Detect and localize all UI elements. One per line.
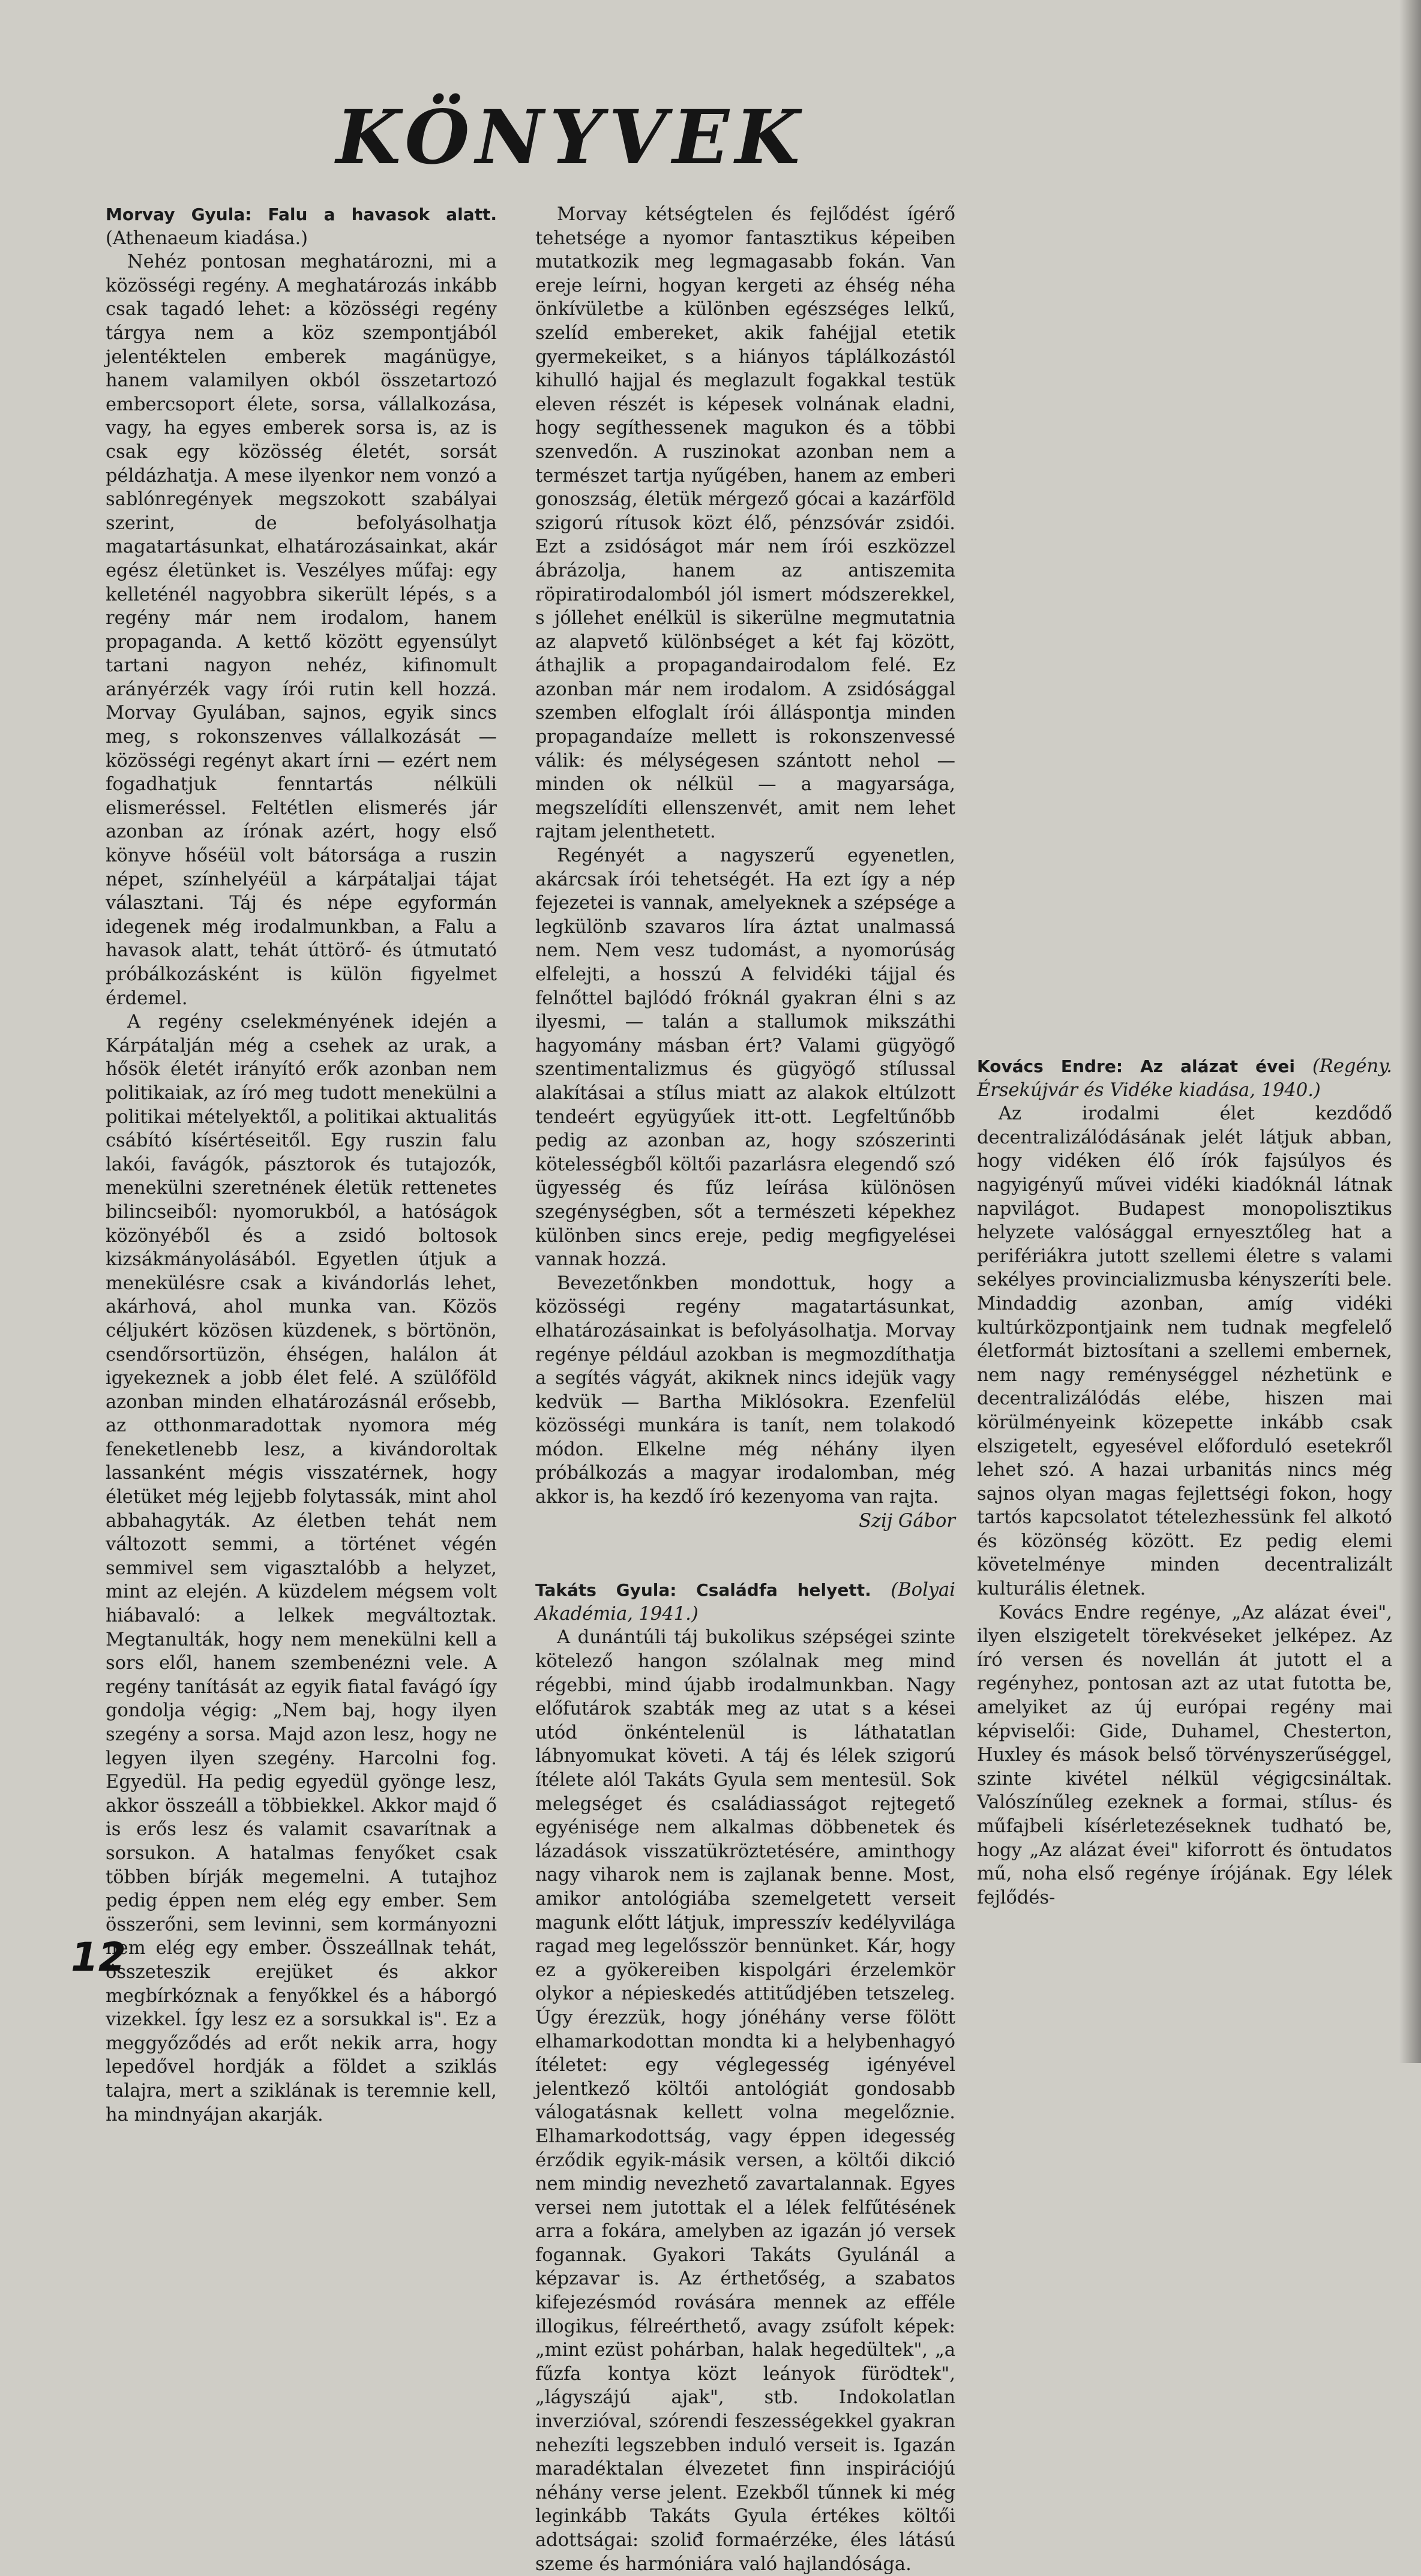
review-3-paragraph: Kovács Endre regénye, „Az alázat évei", ilyen elszigetelt törekvéseket jelképez. Az író versen és novellán át jutott el a regényhez, pontosan azt az utat futotta be, amelyiket az új európai regény mai képviselői: Gide, Duhamel, Chesterton, Huxley és mások belső törvényszerűséggel, szinte kivétel nélkül végigcsináltak. Valószínűleg ezeknek a formai, stílus- és műfajbeli kísérletezéseknek tudható be, hogy „Az alázat évei" kiforrott és öntudatos mű, noha első regénye írójának. Egy lélek fejlődés- xyxy=(977,1602,1392,1908)
review-1-paragraph: Morvay kétségtelen és fejlődést ígérő tehetsége a nyomor fantasztikus képeiben mutatkozik meg legmagasabb fokán. Van ereje leírni, hogyan kergeti az éhség néha önkívületbe a különben egészséges lelkű, szelíd embereket, akik fahéjjal etetik gyermekeiket, s a hiányos táplálkozástól kihulló hajjal és meglazult fogakkal testük eleven részét is képesek volnának eladni, hogy segíthessenek magukon és a többi szenvedőn. A ruszinokat azonban nem a természet tartja nyűgében, hanem az emberi gonoszság, életük mérgező gócai a kazárföld szigorú rítusok közt élő, pénzsóvár zsidói. Ezt a zsidóságot már nem írói eszközzel ábrázolja, hanem az antiszemita röpiratirodalomból jól ismert módszerekkel, s jóllehet enélkül is sikerülne megmutatnia az alapvető különbséget a két faj között, áthajlik a propagandairodalom felé. Ez azonban már nem irodalom. A zsidósággal szemben elfoglalt írói álláspontja minden propagandaíze mellett is rokonszenvessé válik: és mélységesen szántott nehol — minden ok nélkül — a magyarsága, megszelídíti ellenszenvét, amit nem lehet rajtam jelenthetett. xyxy=(535,204,955,843)
page-number: 12 xyxy=(71,1934,126,1980)
review-2-heading xyxy=(535,1578,955,1626)
review-1-heading xyxy=(106,203,497,250)
review-3-heading xyxy=(977,1055,1392,1102)
column-1 xyxy=(106,203,497,2127)
review-1-signature: Szij Gábor xyxy=(859,1510,955,1532)
review-3-paragraph: Az irodalmi élet kezdődő decentralizálódásának jelét látjuk abban, hogy vidéken élő írók fajsúlyos és nagyigényű művei vidéki kiadóknál látnak napvilágot. Budapest monopolisztikus helyzete valósággal ernyesztőleg hat a perifériákra jutott szellemi életre s valami sekélyes provincializmusba kényszeríti bele. Mindaddig azonban, amíg vidéki kultúrközpontjaink nem tudnak megfelelő életformát biztosítani a szellemi embernek, nem nagy reménységgel nézhetünk e decentralizálódás elébe, hiszen mai körülményeink közepette inkább csak elszigetelt, egyesével előforduló esetekről lehet szó. A hazai urbanitás nincs még sajnos olyan magas fejlettségi fokon, hogy tartós kapcsolatot tételezhessünk fel alkotó és közönség között. Ez pedig elemi követelménye minden decentralizált kulturális életnek. xyxy=(977,1103,1392,1600)
page-edge-shadow xyxy=(1399,0,1421,2063)
review-1-paragraph: Regényét a nagyszerű egyenetlen, akárcsak írói tehetségét. Ha ezt így a nép fejezetei is vannak, amelyeknek a szépsége a legkülönb szavaros líra áztat unalmassá nem. Nem vesz tudomást, a nyomorúság elfelejti, a hosszú A felvidéki tájjal és felnőttel bajlódó fróknál gyakran élni s az ilyesmi, — talán a stallumok mikszáthi hagyomány másban ért? Valami gügyögő szentimentalizmus és gügyögő stílussal alakításai a stílus miatt az alakok eltúlzott tendeért együgyűek itt-ott. Legfeltűnőbb pedig az azonban az, hogy szószerinti kötelességből költői pazarlásra elegendő szó ügyesség és fűz leírása különösen szegénységben, sőt a természeti képekhez különben sincs ereje, pedig megfigyelései vannak hozzá. xyxy=(535,845,955,1271)
review-3-publisher: (Regény. Érsekújvár és Vidéke kiadása, 1940.) xyxy=(977,1056,1392,1101)
review-2-publisher: (Bolyai Akadémia, 1941.) xyxy=(535,1580,955,1625)
column-3 xyxy=(977,119,1392,1910)
review-1-author-title: Morvay Gyula: Falu a havasok alatt. xyxy=(106,205,497,224)
review-2-paragraph: A dunántúli táj bukolikus szépségei szinte kötelező hangon szólalnak meg mind régebbi, mind újabb irodalmunkban. Nagy előfutárok szabták meg az utat s a kései utód önkéntelenül is láthatatlan lábnyomukat követi. A táj és lélek szigorú ítélete alól Takáts Gyula sem mentesül. Sok melegséget és családiasságot rejtegető egyénisége nem alkalmas döbbenetek és lázadások visszatükröztetésére, aminthogy nagy viharok nem is zajlanak benne. Most, amikor antológiába szemelgetett verseit magunk előtt látjuk, impresszív kedélyvilága ragad meg legelősször bennünket. Kár, hogy ez a gyökereiben kispolgári érzelemkör olykor a népieskedés attitűdjében tetszeleg. Úgy érezzük, hogy jónéhány verse fölött elhamarkodottan mondta ki a helybenhagyó ítéletet: egy véglegesség igényével jelentkező költői antológiát gondosabb válogatásnak kellett volna megelőznie. Elhamarkodottság, vagy éppen idegesség érződik egyik-másik versen, a költői dikció nem mindig nevezhető zavartalannak. Egyes versei nem jutottak el a lélek felfűtésének arra a fokára, amelyben az igazán jó versek fogannak. Gyakori Takáts Gyulánál a képzavar is. Az érthetőség, a szabatos kifejezésmód rovására mennek az efféle illogikus, félreérthető, avagy zsúfolt képek: „mint ezüst pohárban, halak hegedültek", „a fűzfa kontya közt leányok fürödtek", „lágyszájú ajak", stb. Indokolatlan inverzióval, szórendi feszességekkel gyakran nehezíti legszebben induló verseit is. Igazán maradéktalan élvezetet finn inspirációjú néhány verse jelent. Ezekből tűnnek ki még leginkább Takáts Gyula értékes költői adottságai: szoliđ formaérzéke, éles látású szeme és harmóniára való hajlandósága. xyxy=(535,1627,955,2575)
column-2 xyxy=(535,203,955,2575)
review-1-paragraph: Bevezetőnkben mondottuk, hogy a közösségi regény magatartásunkat, elhatározásainkat is befolyásolhatja. Morvay regénye például azokban is megmozdíthatja a segítés vágyát, akiknek nincs idejük vagy kedvük — Bartha Miklósokra. Ezenfelül közösségi munkára is tanít, nem tolakodó módon. Elkelne még néhány ilyen próbálkozás a magyar irodalomban, még akkor is, ha kezdő író kezenyoma van rajta. xyxy=(535,1272,955,1508)
review-1-publisher: (Athenaeum kiadása.) xyxy=(106,227,308,249)
review-3-author-title: Kovács Endre: Az alázat évei xyxy=(977,1056,1295,1076)
page-title: KÖNYVEK xyxy=(336,94,806,181)
review-1-paragraph: Nehéz pontosan meghatározni, mi a közösségi regény. A meghatározás inkább csak tagadó lehet: a közösségi regény tárgya nem a köz szempontjából jelentéktelen emberek magánügye, hanem valamilyen okból összetartozó embercsoport élete, sorsa, vállalkozása, vagy, ha egyes emberek sorsa is, az is csak egy közösség életét, sorsát példázhatja. A mese ilyenkor nem vonzó a sablónregények megszokott szabályai szerint, de befolyásolhatja magatartásunkat, elhatározásainkat, akár egész életünket is. Veszélyes műfaj: egy kelleténél nagyobbra sikerült lépés, s a regény már nem irodalom, hanem propaganda. A kettő között egyensúlyt tartani nagyon nehéz, kifinomult arányérzék vagy írói rutin kell hozzá. Morvay Gyulában, sajnos, egyik sincs meg, s rokonszenves vállalkozását — közösségi regényt akart írni — ezért nem fogadhatjuk fenntartás nélküli elismeréssel. Feltétlen elismerés jár azonban az írónak azért, hogy első könyve hőséül volt bátorsága a ruszin népet, színhelyéül a kárpátaljai tájat választani. Táj és népe egyformán idegenek még irodalmunkban, a Falu a havasok alatt, tehát úttörő- és útmutató próbálkozásként is külön figyelmet érdemel. xyxy=(106,251,497,1009)
review-2-author-title: Takáts Gyula: Családfa helyett. xyxy=(535,1580,871,1601)
review-1-paragraph: A regény cselekményének idején a Kárpátalján még a csehek az urak, a hősök életét irányító erők azonban nem politikaiak, az író meg tudott menekülni a politikai mételyektől, a politikai aktualitás csábító kísértéseitől. Egy ruszin falu lakói, favágók, pásztorok és tutajozók, menekülni szeretnének életük rettenetes bilincseiből: nyomorukból, a hatóságok közönyéből és a zsidó boltosok kizsákmányolásából. Egyetlen útjuk a menekülésre csak a kivándorlás lehet, akárhová, ahol munka van. Közös céljukért közösen küzdenek, s börtönön, csendőrsortüzön, éhségen, halálon át igyekeznek a jobb élet felé. A szülőföld azonban minden elhatározásnál erősebb, az otthonmaradottak nyomora még feneketlenebb lesz, a kivándoroltak lassanként mégis visszatérnek, hogy életüket még lejjebb folytassák, mint ahol abbahagyták. Az életben tehát nem változott semmi, a történet végén semmivel sem vigasztalóbb a helyzet, mint az elején. A küzdelem mégsem volt hiábavaló: a lelkek megváltoztak. Megtanulták, hogy nem menekülni kell a sors elől, hanem szembenézni vele. A regény tanítását az egyik fiatal favágó így gondolja végig: „Nem baj, hogy ilyen szegény a sorsa. Majd azon lesz, hogy ne legyen ilyen szegény. Harcolni fog. Egyedül. Ha pedig egyedül gyönge lesz, akkor összeáll a többiekkel. Akkor majd ő is erős lesz és valamit csavarítnak a sorsukon. A hatalmas fenyőket csak többen bírják megemelni. A tutajhoz pedig éppen nem elég egy ember. Sem összerőni, sem levinni, sem kormányozni nem elég egy ember. Összeállnak tehát, összeteszik erejüket és akkor megbírkóznak a fenyőkkel és a háborgó vizekkel. Így lesz ez a sorsukkal is". Ez a meggyőződés ad erőt nekik arra, hogy lepedővel hordják a földet a sziklás talajra, mert a sziklának is teremnie kell, ha mindnyájan akarják. xyxy=(106,1011,497,2125)
